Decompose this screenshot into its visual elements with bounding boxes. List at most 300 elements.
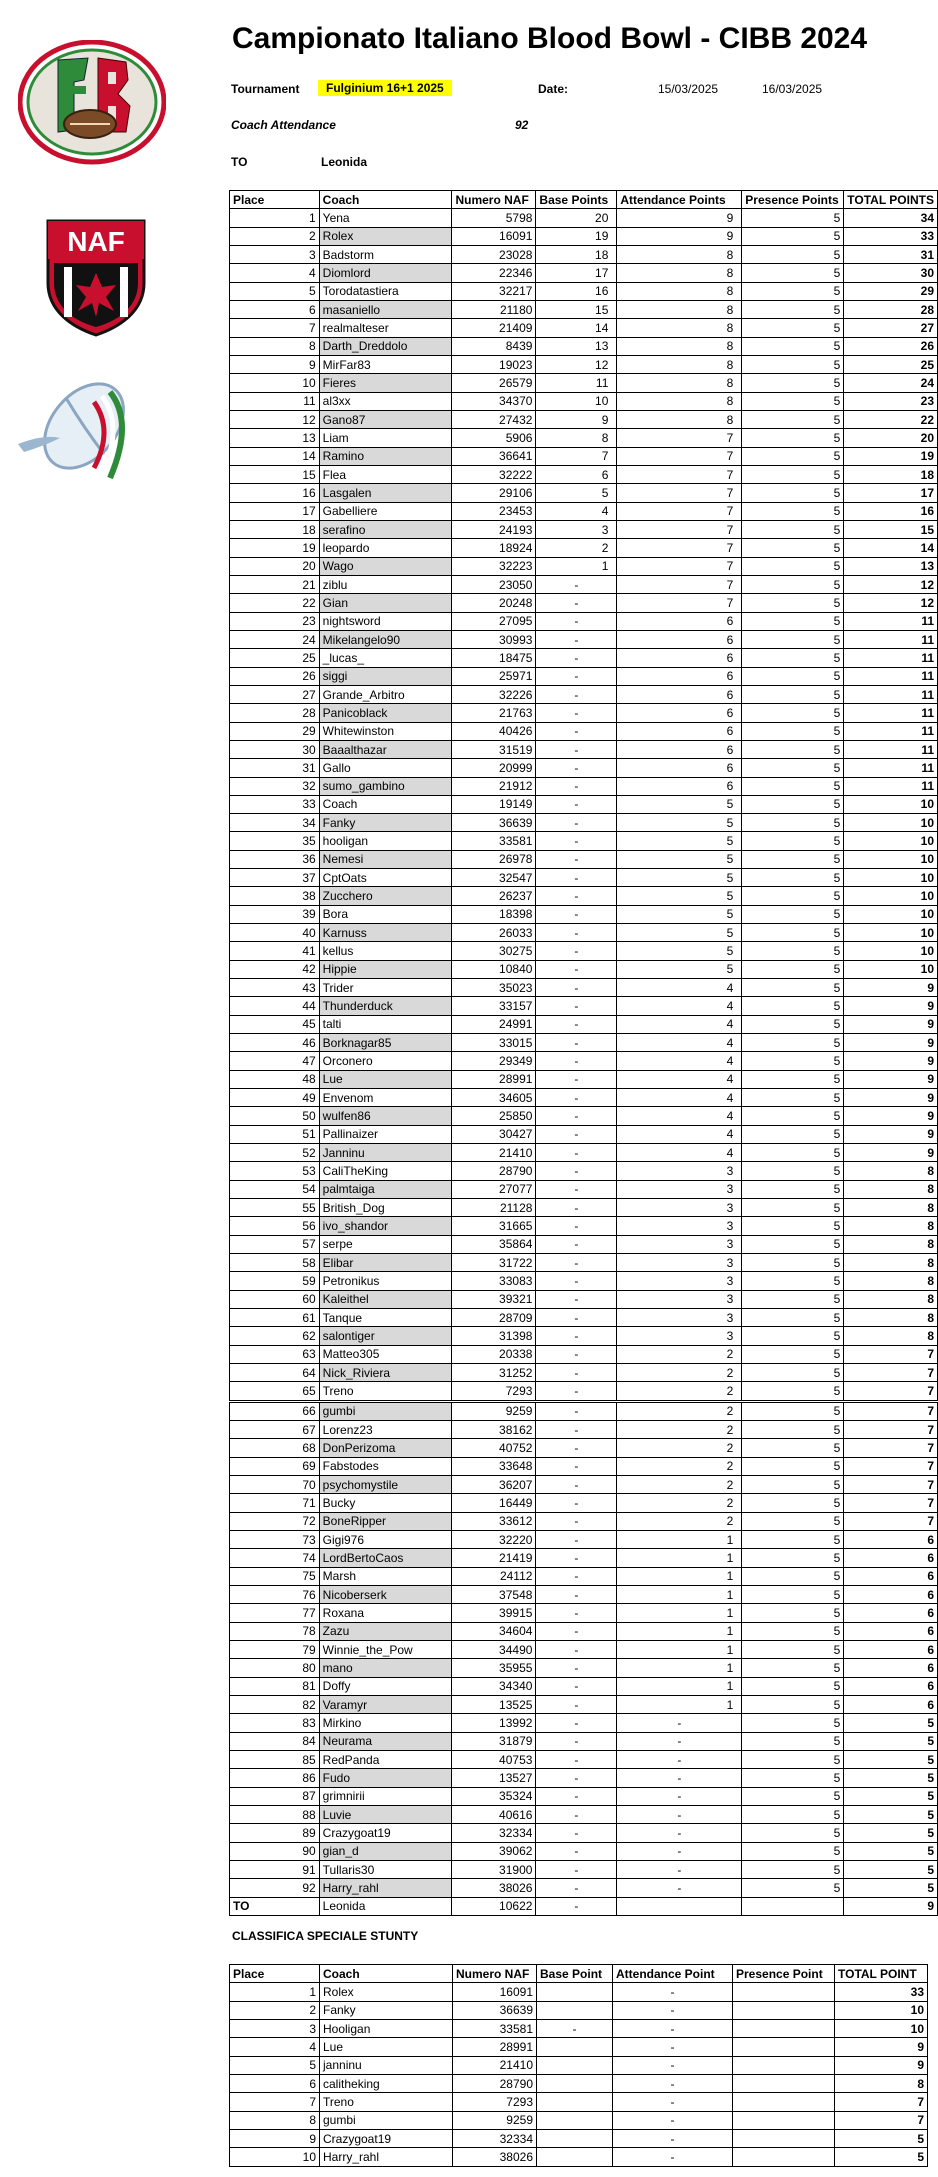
cell-place: 6 [230,2074,320,2092]
cell-coach: Lue [319,1070,452,1088]
cell-naf: 20248 [452,594,536,612]
cell-naf: 34605 [452,1089,536,1107]
cell-base-points: - [536,1787,617,1805]
table-row [230,1512,938,1530]
cell-base-points: - [536,649,617,667]
cell-place: 43 [230,979,320,997]
cell-base-points: - [536,1860,617,1878]
cell-naf: 28790 [452,1162,536,1180]
cell-base-points: - [537,2019,613,2037]
cell-naf: 25850 [452,1107,536,1125]
cell-attendance-points: 9 [617,227,742,245]
tournament-label: Tournament [231,82,300,96]
cell-base-points: - [536,905,617,923]
cell-naf: 13527 [452,1769,536,1787]
cell-place: 4 [230,2038,320,2056]
cell-place: 8 [230,2111,320,2129]
cell-place: 72 [230,1512,320,1530]
cell-presence-points: 5 [742,887,844,905]
cell-coach: Gabelliere [319,502,452,520]
header-attendance: Attendance Points [617,191,742,209]
cell-coach: Fabstodes [319,1457,452,1475]
cell-base-points: - [536,740,617,758]
cell-base-points: - [536,1805,617,1823]
cell-coach: mano [319,1659,452,1677]
cell-presence-points: 5 [742,355,844,373]
cell-base-points: 13 [536,337,617,355]
cell-place: 4 [230,264,320,282]
cell-coach: gumbi [320,2111,453,2129]
cell-base-points: - [536,1695,617,1713]
cell-attendance-points: - [613,2056,733,2074]
table-row [230,1180,938,1198]
cell-presence-points: 5 [742,300,844,318]
cell-place: 2 [230,227,320,245]
cell-presence-points: 5 [742,1695,844,1713]
cell-base-points: - [536,630,617,648]
table-row [230,2056,928,2074]
table-row [230,1750,938,1768]
table-row [230,1622,938,1640]
cell-attendance-points: - [613,1983,733,2001]
cell-naf: 32217 [452,282,536,300]
cell-attendance-points: 8 [617,264,742,282]
cell-coach: palmtaiga [319,1180,452,1198]
cell-attendance-points: 2 [617,1475,742,1493]
ranking-table [229,190,938,1916]
cell-attendance-points: 6 [617,667,742,685]
cell-coach: realmalteser [319,319,452,337]
cell-presence-points: 5 [742,1364,844,1382]
cell-attendance-points: 7 [617,557,742,575]
cell-total-points: 5 [844,1860,938,1878]
cell-coach: LordBertoCaos [319,1549,452,1567]
cell-coach: Harry_rahl [320,2148,453,2166]
table-row [230,1345,938,1363]
cell-place: 89 [230,1824,320,1842]
header-total: TOTAL POINTS [844,191,938,209]
cell-total-points: 10 [844,942,938,960]
cell-attendance-points: 3 [617,1272,742,1290]
cell-total-points: 9 [844,1144,938,1162]
cell-base-points: - [536,594,617,612]
cell-presence-points: 5 [742,1879,844,1897]
cell-naf: 18398 [452,905,536,923]
cell-presence-points: 5 [742,1420,844,1438]
table-row [230,722,938,740]
table-row [230,905,938,923]
cell-attendance-points: 4 [617,1034,742,1052]
cell-place: 37 [230,869,320,887]
table-row [230,1199,938,1217]
cell-naf: 36639 [453,2001,537,2019]
cell-place: 65 [230,1382,320,1401]
cell-total-points: 9 [844,1107,938,1125]
table-row [230,1382,938,1401]
cell-attendance-points: 7 [617,429,742,447]
cell-attendance-points: 3 [617,1199,742,1217]
cell-naf: 36639 [452,814,536,832]
cell-place: 68 [230,1439,320,1457]
cell-base-points: - [536,685,617,703]
cell-attendance-points: 7 [617,465,742,483]
table-row [230,502,938,520]
cell-base-points [537,2148,613,2166]
cell-naf: 32222 [452,465,536,483]
cell-naf: 34340 [452,1677,536,1695]
cell-base-points: - [536,1659,617,1677]
cell-presence-points: 5 [742,1640,844,1658]
cell-naf: 35864 [452,1235,536,1253]
attendance-value: 92 [515,118,529,132]
cell-naf: 36207 [452,1475,536,1493]
cell-coach: gian_d [319,1842,452,1860]
cell-base-points: - [536,1457,617,1475]
cell-total-points: 7 [844,1364,938,1382]
cell-attendance-points: 2 [617,1420,742,1438]
cell-naf: 29106 [452,484,536,502]
cell-total-points: 11 [844,740,938,758]
cell-presence-points: 5 [742,1089,844,1107]
cell-coach: Grande_Arbitro [319,685,452,703]
cell-coach: DonPerizoma [319,1439,452,1457]
table-row [230,1494,938,1512]
cell-naf: 16091 [452,227,536,245]
cell-total-points: 11 [844,759,938,777]
cell-attendance-points: 2 [617,1364,742,1382]
cell-coach: Tullaris30 [319,1860,452,1878]
cell-attendance-points: 8 [617,355,742,373]
table-row [230,2111,928,2129]
cell-presence-points: 5 [742,685,844,703]
cell-base-points: 20 [536,209,617,227]
cell-place: 41 [230,942,320,960]
cell-place: 17 [230,502,320,520]
cell-naf: 32226 [452,685,536,703]
table-row [230,2129,928,2147]
cell-total-points: 7 [844,1475,938,1493]
cell-presence-points: 5 [742,1034,844,1052]
cell-place: 47 [230,1052,320,1070]
cell-attendance-points: 2 [617,1494,742,1512]
cell-total-points: 25 [844,355,938,373]
table-row [230,850,938,868]
table-header-row [230,1965,928,1983]
cell-base-points: - [536,887,617,905]
header-total: TOTAL POINT [835,1965,928,1983]
cell-coach: Yena [319,209,452,227]
cell-coach: Gano87 [319,410,452,428]
cell-coach: siggi [319,667,452,685]
cell-place: 59 [230,1272,320,1290]
cell-place: 49 [230,1089,320,1107]
table-row [230,1677,938,1695]
page-title: Campionato Italiano Blood Bowl - CIBB 2024 [232,22,868,55]
cell-coach: Doffy [319,1677,452,1695]
cell-total-points: 10 [844,960,938,978]
table-row [230,447,938,465]
cell-coach: Rolex [320,1983,453,2001]
cell-total-points: 7 [844,1345,938,1363]
cell-base-points: - [536,1567,617,1585]
cell-naf: 19023 [452,355,536,373]
cell-attendance-points: 7 [617,575,742,593]
cell-place: 11 [230,392,320,410]
cell-presence-points: 5 [742,612,844,630]
cell-attendance-points: 1 [617,1585,742,1603]
header-presence: Presence Points [742,191,844,209]
cell-total-points: 8 [844,1290,938,1308]
table-row [230,2074,928,2092]
cell-coach: Janninu [319,1144,452,1162]
cell-presence-points: 5 [742,1769,844,1787]
cell-presence-points: 5 [742,814,844,832]
cell-presence-points: 5 [742,740,844,758]
header-place: Place [230,191,320,209]
cell-place: 13 [230,429,320,447]
cell-naf: 18924 [452,539,536,557]
cell-base-points: - [536,1530,617,1548]
cell-presence-points: 5 [742,1382,844,1401]
cell-coach: Tanque [319,1309,452,1327]
table-row [230,1549,938,1567]
table-row [230,1842,938,1860]
cell-attendance-points: 4 [617,1144,742,1162]
cell-naf: 39062 [452,1842,536,1860]
cell-coach: Crazygoat19 [319,1824,452,1842]
cell-place: 66 [230,1401,320,1420]
cell-coach: Borknagar85 [319,1034,452,1052]
cell-presence-points: 5 [742,557,844,575]
table-row [230,245,938,263]
cell-base-points: - [536,1089,617,1107]
cell-total-points: 7 [844,1439,938,1457]
cell-place: 51 [230,1125,320,1143]
cell-base-points: - [536,1180,617,1198]
cell-presence-points: 5 [742,264,844,282]
cell-total-points: 5 [844,1842,938,1860]
cell-naf: 24112 [452,1567,536,1585]
table-row [230,740,938,758]
cell-place: 24 [230,630,320,648]
cell-coach: Treno [319,1382,452,1401]
cell-presence-points: 5 [742,667,844,685]
cell-coach: Leonida [319,1897,452,1915]
table-row [230,1107,938,1125]
cell-base-points: - [536,814,617,832]
cell-coach: grimnirii [319,1787,452,1805]
cell-presence-points: 5 [742,1180,844,1198]
cell-coach: Badstorm [319,245,452,263]
table-row [230,1787,938,1805]
date-label: Date: [538,82,569,96]
cell-base-points: - [536,1382,617,1401]
cell-naf: 38026 [453,2148,537,2166]
cell-coach: psychomystile [319,1475,452,1493]
cell-base-points: - [536,1750,617,1768]
cell-attendance-points: 6 [617,722,742,740]
cell-presence-points: 5 [742,1070,844,1088]
cell-base-points: - [536,795,617,813]
table-row [230,227,938,245]
header-base: Base Point [537,1965,613,1983]
cell-presence-points: 5 [742,795,844,813]
cell-naf: 40752 [452,1439,536,1457]
cell-attendance-points: 7 [617,484,742,502]
cell-place: 87 [230,1787,320,1805]
table-row [230,575,938,593]
cell-place: 10 [230,374,320,392]
cell-base-points: - [536,575,617,593]
cell-naf: 33581 [452,832,536,850]
cell-attendance-points: 8 [617,300,742,318]
table-row [230,1089,938,1107]
cell-coach: Whitewinston [319,722,452,740]
cell-presence-points: 5 [742,209,844,227]
cell-total-points: 10 [844,795,938,813]
cell-base-points: - [536,667,617,685]
cell-place: 58 [230,1254,320,1272]
cell-presence-points: 5 [742,759,844,777]
cell-place: 22 [230,594,320,612]
cell-presence-points: 5 [742,722,844,740]
table-row [230,1162,938,1180]
cell-presence-points: 5 [742,337,844,355]
cell-attendance-points: 3 [617,1290,742,1308]
cell-place: 57 [230,1235,320,1253]
cell-coach: Liam [319,429,452,447]
cell-base-points: - [536,1345,617,1363]
cell-presence-points: 5 [742,1015,844,1033]
cell-attendance-points: - [617,1714,742,1732]
cell-naf: 27432 [452,410,536,428]
cell-place: 64 [230,1364,320,1382]
cell-place: 46 [230,1034,320,1052]
cell-presence-points: 5 [742,1217,844,1235]
cell-total-points: 5 [835,2129,928,2147]
cell-naf: 16449 [452,1494,536,1512]
cell-total-points: 26 [844,337,938,355]
table-row [230,1695,938,1713]
cell-total-points: 11 [844,612,938,630]
cell-total-points: 11 [844,722,938,740]
cell-base-points: - [536,1199,617,1217]
cell-naf: 33581 [453,2019,537,2037]
cell-naf: 34490 [452,1640,536,1658]
cell-coach: Gigi976 [319,1530,452,1548]
cell-naf: 13992 [452,1714,536,1732]
cell-total-points: 8 [844,1217,938,1235]
cell-attendance-points: - [613,2038,733,2056]
cell-base-points: 8 [536,429,617,447]
cell-attendance-points: 4 [617,1052,742,1070]
table-row [230,1732,938,1750]
cell-base-points [537,2111,613,2129]
cell-naf: 26978 [452,850,536,868]
cell-attendance-points: 4 [617,1070,742,1088]
cell-attendance-points: - [613,2001,733,2019]
table-row [230,612,938,630]
cell-place: 83 [230,1714,320,1732]
cell-base-points [537,2074,613,2092]
cell-base-points: 15 [536,300,617,318]
cell-base-points: - [536,960,617,978]
cell-coach: hooligan [319,832,452,850]
cell-place: 48 [230,1070,320,1088]
cell-presence-points: 5 [742,1567,844,1585]
cell-place: 33 [230,795,320,813]
cell-coach: talti [319,1015,452,1033]
cell-base-points: - [536,1144,617,1162]
cell-total-points: 9 [835,2038,928,2056]
cell-total-points: 20 [844,429,938,447]
cell-naf: 13525 [452,1695,536,1713]
cell-coach: Pallinaizer [319,1125,452,1143]
table-row [230,1769,938,1787]
cell-coach: serafino [319,520,452,538]
cell-coach: Marsh [319,1567,452,1585]
cell-naf: 19149 [452,795,536,813]
cell-presence-points: 5 [742,924,844,942]
cell-total-points: 27 [844,319,938,337]
cell-total-points: 9 [844,1070,938,1088]
cell-place: 31 [230,759,320,777]
header-naf: Numero NAF [452,191,536,209]
cell-presence-points: 5 [742,1585,844,1603]
cell-coach: Envenom [319,1089,452,1107]
cell-total-points: 5 [844,1879,938,1897]
cell-base-points: - [536,1512,617,1530]
cell-base-points: - [536,1364,617,1382]
cell-presence-points: 5 [742,1677,844,1695]
cell-base-points: 11 [536,374,617,392]
cell-coach: Fudo [319,1769,452,1787]
cell-coach: Fanky [319,814,452,832]
cell-attendance-points: 1 [617,1640,742,1658]
cell-place: 81 [230,1677,320,1695]
cell-place: 34 [230,814,320,832]
cell-naf: 30427 [452,1125,536,1143]
cell-total-points: 11 [844,667,938,685]
cell-total-points: 10 [844,814,938,832]
cell-coach: Treno [320,2093,453,2111]
cell-base-points: - [536,1842,617,1860]
cell-total-points: 9 [844,979,938,997]
cell-attendance-points: - [613,2148,733,2166]
cell-total-points: 31 [844,245,938,263]
cell-naf: 29349 [452,1052,536,1070]
table-row [230,392,938,410]
cell-total-points: 5 [835,2148,928,2166]
cell-naf: 30993 [452,630,536,648]
cell-attendance-points: 2 [617,1457,742,1475]
cell-coach: Fieres [319,374,452,392]
tournament-highlight: Fulginium 16+1 2025 [318,80,452,96]
table-row [230,300,938,318]
cell-presence-points [733,2129,835,2147]
cell-base-points [537,2093,613,2111]
cell-presence-points: 5 [742,575,844,593]
cell-attendance-points: - [617,1805,742,1823]
cell-place: 54 [230,1180,320,1198]
table-row [230,667,938,685]
cell-naf: 16091 [453,1983,537,2001]
cell-coach: al3xx [319,392,452,410]
cell-attendance-points: 3 [617,1180,742,1198]
cell-attendance-points: - [613,2074,733,2092]
cell-base-points: - [536,997,617,1015]
cell-total-points: 7 [844,1512,938,1530]
